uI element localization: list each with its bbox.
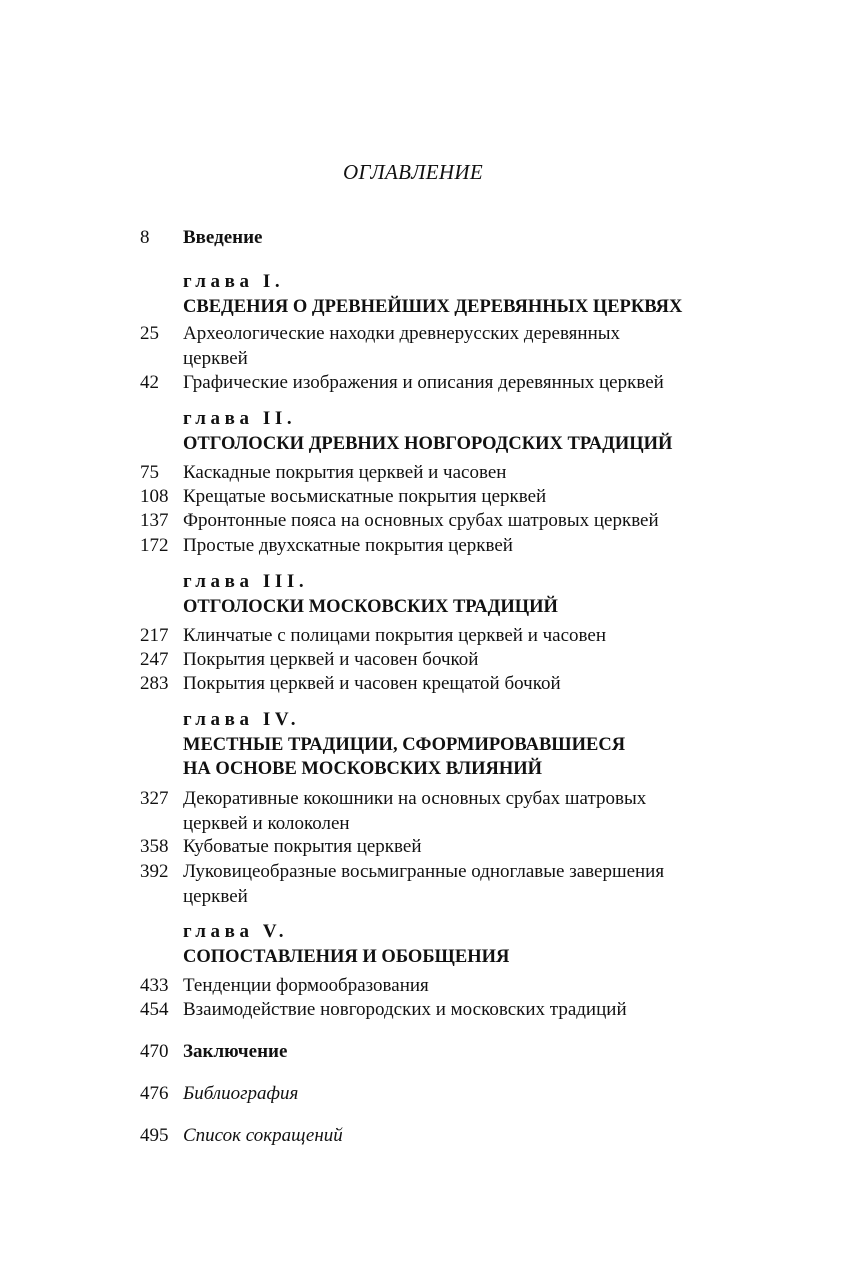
toc-entry-conclusion[interactable] [140, 1040, 720, 1065]
page-number: 454 [140, 999, 169, 1020]
page-number: 392 [140, 861, 169, 882]
entry-line: Взаимодействие новгородских и московских традиций [183, 999, 627, 1020]
chapter-title: ОТГОЛОСКИ ДРЕВНИХ НОВГОРОДСКИХ ТРАДИЦИЙ [183, 433, 673, 454]
page-title: ОГЛАВЛЕНИЕ [343, 160, 483, 184]
entry-line: церквей и колоколен [183, 812, 350, 834]
toc-entry[interactable] [140, 461, 720, 486]
toc-entry[interactable] [140, 672, 720, 697]
page-number: 247 [140, 649, 169, 670]
entry-line: Декоративные кокошники на основных срубах шатровых [183, 788, 647, 809]
entry-line: Простые двухскатные покрытия церквей [183, 535, 513, 556]
toc-entry[interactable] [140, 974, 720, 999]
chapter-heading-3 [183, 570, 743, 619]
entry-line: Луковицеобразные восьмигранные одноглавые завершения [183, 861, 665, 882]
chapter-label: глава IV. [183, 709, 301, 730]
entry-line: Покрытия церквей и часовен крещатой бочкой [183, 673, 561, 694]
chapter-title: МЕСТНЫЕ ТРАДИЦИИ, СФОРМИРОВАВШИЕСЯ [183, 734, 626, 755]
toc-entry[interactable] [140, 624, 720, 649]
toc-entry[interactable] [140, 860, 720, 909]
chapter-title: СВЕДЕНИЯ О ДРЕВНЕЙШИХ ДЕРЕВЯННЫХ ЦЕРКВЯХ [183, 296, 683, 317]
chapter-heading-1 [183, 270, 743, 319]
page-number: 137 [140, 510, 169, 531]
page-number: 108 [140, 486, 169, 507]
toc-entry[interactable] [140, 787, 720, 836]
toc-entry[interactable] [140, 648, 720, 673]
page-number: 495 [140, 1125, 169, 1146]
page-number: 8 [140, 227, 150, 248]
page-number: 25 [140, 323, 159, 344]
page-number: 470 [140, 1041, 169, 1062]
page-number: 217 [140, 625, 169, 646]
chapter-label: глава II. [183, 408, 297, 429]
chapter-label: глава III. [183, 571, 309, 592]
chapter-title: СОПОСТАВЛЕНИЯ И ОБОБЩЕНИЯ [183, 946, 510, 967]
chapter-title: НА ОСНОВЕ МОСКОВСКИХ ВЛИЯНИЙ [183, 759, 543, 779]
entry-line: церквей [183, 347, 248, 369]
page-number: 433 [140, 975, 169, 996]
chapter-title: ОТГОЛОСКИ МОСКОВСКИХ ТРАДИЦИЙ [183, 596, 558, 617]
chapter-heading-2 [183, 407, 743, 456]
chapter-label: глава V. [183, 921, 289, 942]
page-number: 327 [140, 788, 169, 809]
page-number: 75 [140, 462, 159, 483]
page-number: 283 [140, 673, 169, 694]
entry-label: Заключение [183, 1041, 288, 1062]
toc-entry[interactable] [140, 322, 720, 371]
entry-line: Археологические находки древнерусских деревянных [183, 323, 621, 344]
chapter-heading-4 [183, 708, 743, 782]
toc-entry-introduction[interactable] [140, 226, 720, 251]
chapter-heading-5 [183, 920, 743, 969]
entry-line: Покрытия церквей и часовен бочкой [183, 649, 479, 670]
toc-entry[interactable] [140, 485, 720, 510]
toc-entry[interactable] [140, 371, 720, 396]
toc-entry[interactable] [140, 998, 720, 1023]
entry-line: Клинчатые с полицами покрытия церквей и часовен [183, 625, 607, 646]
entry-line: Фронтонные пояса на основных срубах шатровых церквей [183, 510, 659, 531]
entry-line: Кубоватые покрытия церквей [183, 836, 422, 857]
entry-line: церквей [183, 885, 248, 907]
entry-line: Тенденции формообразования [183, 975, 429, 996]
toc-entry[interactable] [140, 835, 720, 860]
page-number: 476 [140, 1083, 169, 1104]
entry-label: Библиография [183, 1083, 299, 1104]
toc-entry[interactable] [140, 509, 720, 534]
toc-entry[interactable] [140, 534, 720, 559]
toc-entry-abbreviations[interactable] [140, 1124, 720, 1149]
page-number: 172 [140, 535, 169, 556]
chapter-label: глава I. [183, 271, 285, 292]
entry-label: Список сокращений [183, 1125, 343, 1146]
entry-line: Графические изображения и описания деревянных церквей [183, 372, 664, 393]
entry-line: Каскадные покрытия церквей и часовен [183, 462, 507, 483]
page-number: 42 [140, 372, 159, 393]
toc-entry-bibliography[interactable] [140, 1082, 720, 1107]
page-number: 358 [140, 836, 169, 857]
entry-line: Крещатые восьмискатные покрытия церквей [183, 486, 547, 507]
entry-label: Введение [183, 227, 263, 248]
